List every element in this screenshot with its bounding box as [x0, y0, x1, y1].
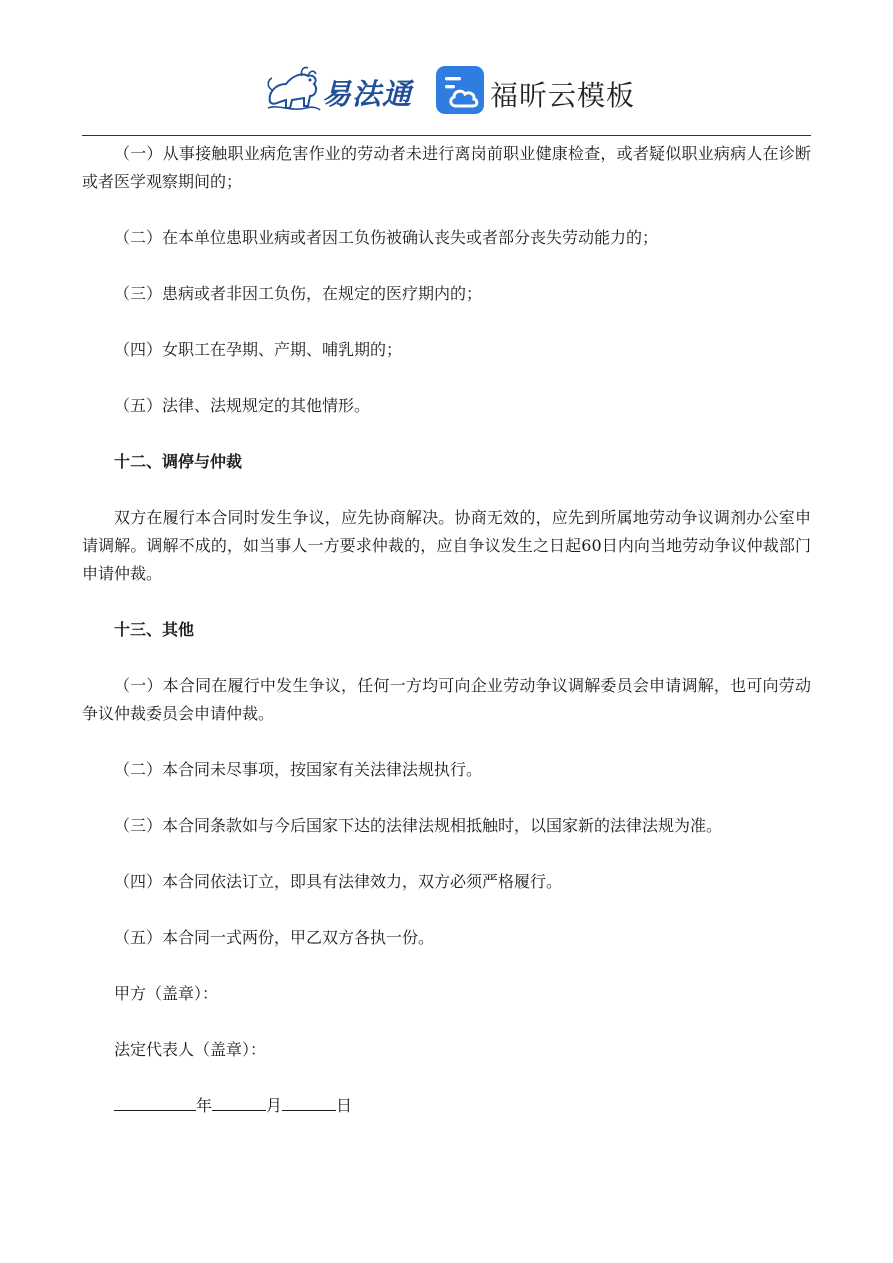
day-blank: [282, 1092, 336, 1111]
paragraph: （二）在本单位患职业病或者因工负伤被确认丧失或者部分丧失劳动能力的；: [114, 228, 659, 247]
yifatong-logo: [262, 62, 422, 120]
section-heading: 十二、调停与仲裁: [114, 452, 243, 471]
signature-legal-rep: 法定代表人（盖章）：: [114, 1040, 267, 1059]
document-body: [82, 138, 811, 1120]
day-label: 日: [336, 1096, 353, 1115]
paragraph: （四）本合同依法订立，即具有法律效力，双方必须严格履行。: [114, 872, 563, 891]
paragraph: （五）本合同一式两份，甲乙双方各执一份。: [114, 928, 435, 947]
fuxin-logo: [436, 64, 646, 120]
signature-date-line: [82, 1092, 811, 1120]
paragraph: （四）女职工在孕期、产期、哺乳期的；: [114, 340, 403, 359]
paragraph: （五）法律、法规规定的其他情形。: [114, 396, 371, 415]
signature-party-a: 甲方（盖章）：: [114, 984, 219, 1003]
paragraph: （一）从事接触职业病危害作业的劳动者未进行离岗前职业健康检查，或者疑似职业病病人在诊断或者医学观察期间的；: [82, 144, 811, 191]
section-heading: 十三、其他: [114, 620, 195, 639]
paragraph: （一）本合同在履行中发生争议，任何一方均可向企业劳动争议调解委员会申请调解，也可向劳动争议仲裁委员会申请仲裁。: [82, 676, 811, 723]
year-blank: [114, 1092, 196, 1111]
qilin-icon: [262, 62, 324, 120]
page-header: [0, 58, 893, 128]
paragraph: （三）本合同条款如与今后国家下达的法律法规相抵触时，以国家新的法律法规为准。: [114, 816, 723, 835]
cloud-document-icon: [436, 66, 484, 114]
fuxin-logo-text: 福昕云模板: [490, 79, 636, 112]
year-label: 年: [196, 1096, 213, 1115]
yifatong-logo-text: 易法通: [322, 77, 413, 111]
paragraph: （二）本合同未尽事项，按国家有关法律法规执行。: [114, 760, 483, 779]
paragraph: （三）患病或者非因工负伤，在规定的医疗期内的；: [114, 284, 483, 303]
month-label: 月: [266, 1096, 283, 1115]
paragraph: 双方在履行本合同时发生争议，应先协商解决。协商无效的，应先到所属地劳动争议调剂办公室申请调解。调解不成的，如当事人一方要求仲裁的，应自争议发生之日起60日内向当地劳动争议仲裁部门申请仲裁。: [82, 508, 811, 583]
header-divider: [82, 135, 811, 136]
month-blank: [212, 1092, 266, 1111]
